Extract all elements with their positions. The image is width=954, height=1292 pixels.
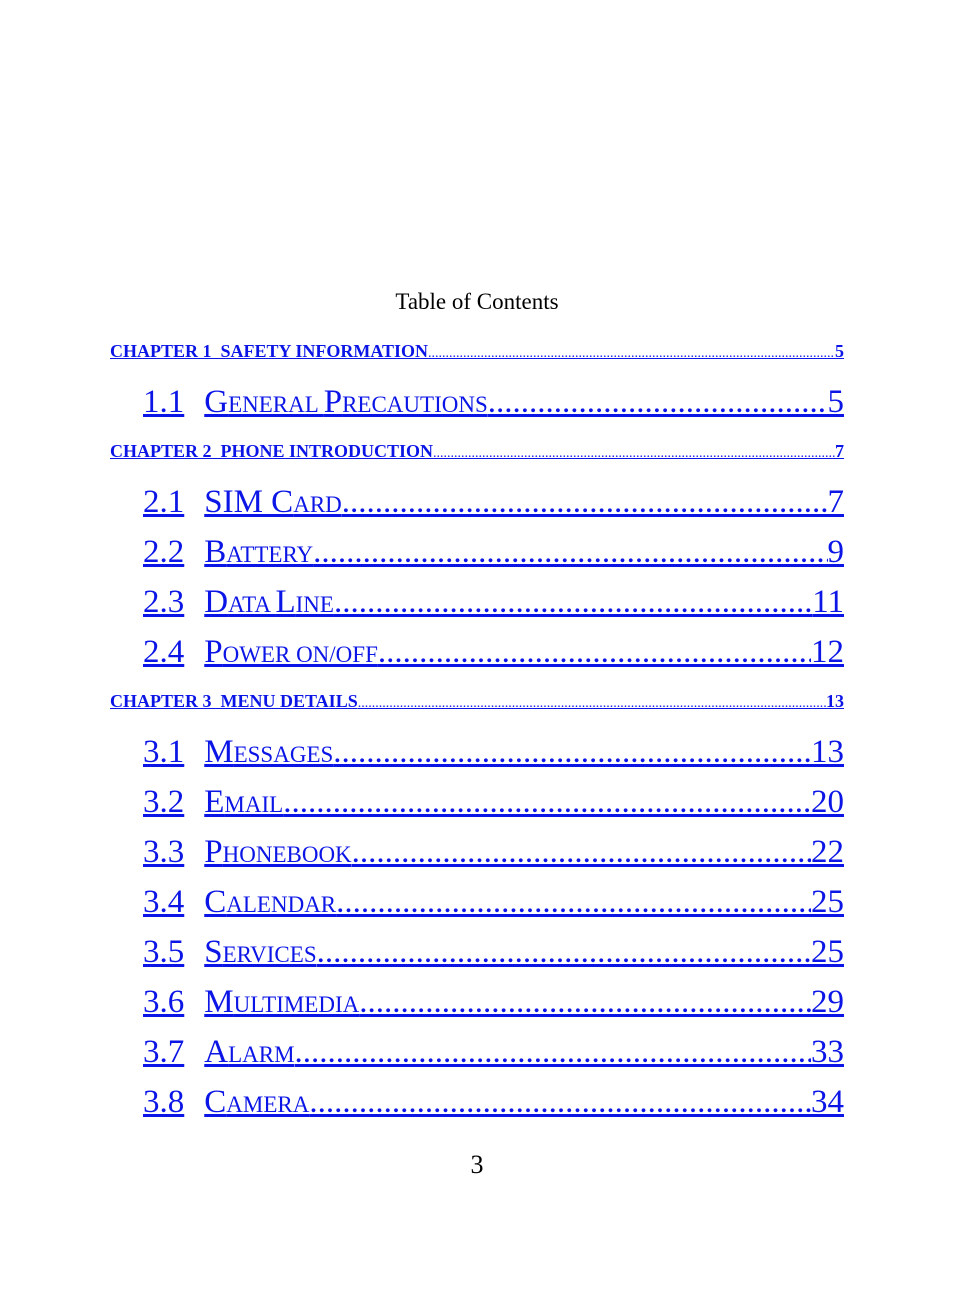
toc-entry-title-part: ESSAGES xyxy=(233,742,334,767)
dot-leader xyxy=(333,734,811,771)
toc-section-link[interactable] xyxy=(143,634,844,671)
toc-entry-page: 11 xyxy=(812,584,844,620)
toc-entry-title-part: E xyxy=(204,784,225,820)
toc-entry-number: 3.7 xyxy=(143,1034,185,1070)
toc-entry-number: 3.4 xyxy=(143,884,185,920)
toc-entry-title xyxy=(204,1084,309,1121)
toc-entry-title-part: OWER ON/OFF xyxy=(222,642,378,667)
toc-entry-page: 33 xyxy=(811,1034,844,1070)
toc-entry-number: 1.1 xyxy=(143,384,185,420)
toc-entry-title-part: SIM C xyxy=(204,484,294,520)
dot-leader xyxy=(358,696,826,712)
toc-entry-title-part: ARD xyxy=(293,492,342,517)
toc-entry-title-part: HONEBOOK xyxy=(222,842,352,867)
toc-entry-number: CHAPTER 1 xyxy=(110,341,212,361)
toc-section-link[interactable] xyxy=(143,1084,844,1121)
toc-entry-page: 25 xyxy=(811,934,844,970)
toc-entry-page: 7 xyxy=(835,441,844,461)
toc-entry-number: 3.6 xyxy=(143,984,185,1020)
toc-entry-title xyxy=(204,1034,294,1071)
toc-entry-title: MENU DETAILS xyxy=(211,691,358,711)
toc-entry-number: 3.5 xyxy=(143,934,185,970)
toc-section-link[interactable] xyxy=(143,534,844,571)
toc-section-link[interactable] xyxy=(143,484,844,521)
toc-section-link[interactable] xyxy=(143,934,844,971)
toc-entry-title xyxy=(204,784,283,821)
dot-leader xyxy=(428,346,835,362)
toc-entry-title-part: AMERA xyxy=(226,1092,310,1117)
toc-entry-title xyxy=(204,834,351,871)
dot-leader xyxy=(283,784,811,821)
dot-leader xyxy=(334,584,812,621)
toc-entry-page: 5 xyxy=(827,384,844,420)
toc-section-link[interactable] xyxy=(143,884,844,921)
toc-entry-title-part: M xyxy=(204,984,234,1020)
toc-entry-title-part: C xyxy=(204,1084,227,1120)
toc-entry-title xyxy=(204,934,316,971)
toc-entry-title xyxy=(204,534,313,571)
toc-entry-title-part: B xyxy=(204,534,227,570)
toc-section-link[interactable] xyxy=(143,984,844,1021)
dot-leader xyxy=(309,1084,811,1121)
toc-entry-title xyxy=(204,484,342,521)
toc-entry-title-part: ERVICES xyxy=(222,942,317,967)
toc-entry-title xyxy=(204,384,487,421)
toc-entry-page: 22 xyxy=(811,834,844,870)
toc-entry-title-part: ALENDAR xyxy=(226,892,337,917)
toc-entry-page: 13 xyxy=(811,734,844,770)
toc-entry-title-part: RECAUTIONS xyxy=(342,392,488,417)
toc-entry-page: 29 xyxy=(811,984,844,1020)
toc-entry-title xyxy=(204,584,334,621)
toc-entry-title-part: MAIL xyxy=(224,792,284,817)
toc-entry-title-part: P xyxy=(204,834,223,870)
toc-entry-page: 34 xyxy=(811,1084,844,1120)
toc-entry-number: 3.3 xyxy=(143,834,185,870)
toc-section-link[interactable] xyxy=(143,1034,844,1071)
toc-entry-title xyxy=(204,634,378,671)
toc-entry-title-part: ULTIMEDIA xyxy=(233,992,360,1017)
toc-entry-number: 3.1 xyxy=(143,734,185,770)
toc-entry-page: 5 xyxy=(835,341,844,361)
dot-leader xyxy=(313,534,827,571)
toc-entry-title xyxy=(204,734,333,771)
toc-entry-title-part: L xyxy=(275,584,296,620)
toc-entry-number: 2.1 xyxy=(143,484,185,520)
dot-leader xyxy=(433,446,835,462)
toc-entry-title-part: ATA xyxy=(228,592,276,617)
toc-entry-title-part: M xyxy=(204,734,234,770)
toc-entry-title-part: C xyxy=(204,884,227,920)
dot-leader xyxy=(378,634,811,671)
toc-entry-title-part: G xyxy=(204,384,229,420)
toc-section-link[interactable] xyxy=(143,834,844,871)
toc-entry-title xyxy=(204,984,359,1021)
toc-entry-page: 25 xyxy=(811,884,844,920)
toc-entry-title-part: P xyxy=(323,384,343,420)
toc-chapter-link[interactable] xyxy=(110,691,844,712)
toc-entry-title-part: P xyxy=(204,634,223,670)
dot-leader xyxy=(336,884,811,921)
toc-section-link[interactable] xyxy=(143,734,844,771)
toc-entry-title: PHONE INTRODUCTION xyxy=(211,441,434,461)
dot-leader xyxy=(352,834,811,871)
toc-entry-number: CHAPTER 3 xyxy=(110,691,212,711)
toc-entry-title: SAFETY INFORMATION xyxy=(211,341,429,361)
page-number: 3 xyxy=(470,1150,484,1179)
dot-leader xyxy=(317,934,811,971)
toc-section-link[interactable] xyxy=(143,584,844,621)
toc-entry-page: 7 xyxy=(827,484,844,520)
toc-chapter-link[interactable] xyxy=(110,441,844,462)
toc-section-link[interactable] xyxy=(143,384,844,421)
toc-entry-title-part: ENERAL xyxy=(228,392,324,417)
toc-section-link[interactable] xyxy=(143,784,844,821)
toc-entry-number: 3.2 xyxy=(143,784,185,820)
toc-entry-number: 2.3 xyxy=(143,584,185,620)
toc-entry-title-part: A xyxy=(204,1034,229,1070)
toc-entry-title-part: D xyxy=(204,584,229,620)
toc-entry-page: 12 xyxy=(811,634,844,670)
dot-leader xyxy=(488,384,828,421)
toc-entry-title-part: INE xyxy=(295,592,334,617)
toc-entry-title-part: LARM xyxy=(228,1042,295,1067)
toc-entry-page: 9 xyxy=(827,534,844,570)
toc-entry-page: 20 xyxy=(811,784,844,820)
dot-leader xyxy=(295,1034,811,1071)
toc-entry-page: 13 xyxy=(826,691,844,711)
dot-leader xyxy=(342,484,828,521)
toc-entry-number: CHAPTER 2 xyxy=(110,441,212,461)
toc-entry-number: 2.2 xyxy=(143,534,185,570)
toc-title: Table of Contents xyxy=(395,289,559,314)
toc-entry-number: 2.4 xyxy=(143,634,185,670)
toc-entry-title xyxy=(204,884,336,921)
toc-entry-number: 3.8 xyxy=(143,1084,185,1120)
toc-chapter-link[interactable] xyxy=(110,341,844,362)
toc-entry-title-part: ATTERY xyxy=(226,542,314,567)
dot-leader xyxy=(359,984,811,1021)
toc-entry-title-part: S xyxy=(204,934,223,970)
